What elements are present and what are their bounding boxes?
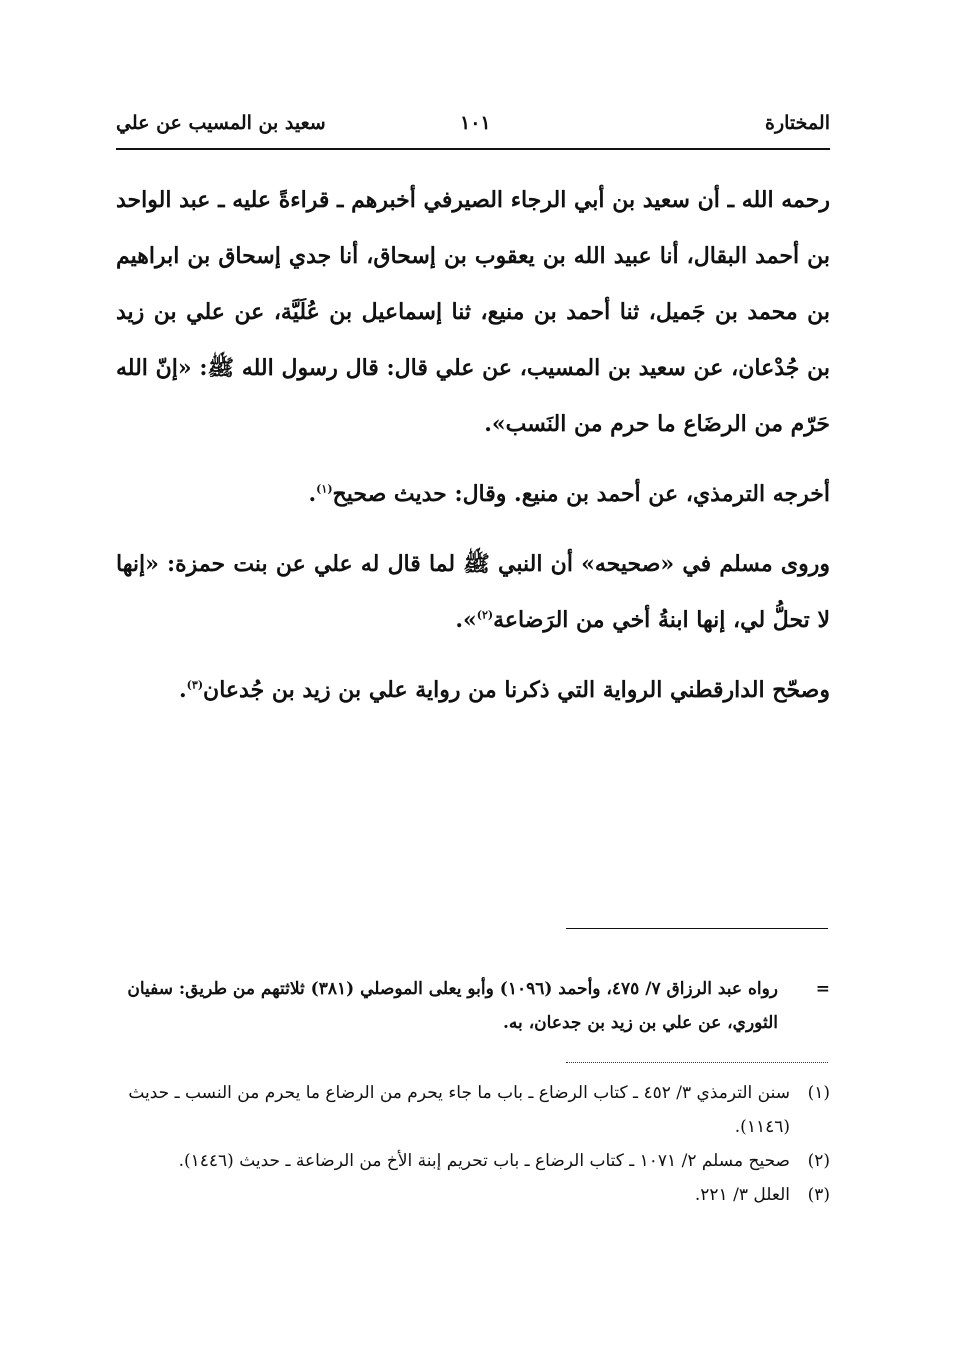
paragraph-isnad: رحمه الله ـ أن سعيد بن أبي الرجاء الصيرفي أخبرهم ـ قراءةً عليه ـ عبد الواحد بن أحمد البقال، أنا عبيد الله بن يعقوب بن إسحاق، أنا جدي إسحاق بن ابراهيم بن محمد بن جَميل، ثنا أحمد بن منيع، ثنا إسماعيل بن عُلَيَّة، عن علي بن زيد بن جُدْعان، عن سعيد بن المسيب، عن علي قال: قال رسول الله ﷺ: «إنّ الله حَرّم من الرضَاع ما حرم من النَسب». xyxy=(116,187,830,437)
chapter-title: سعيد بن المسيب عن علي xyxy=(116,112,326,134)
paragraph-end: . xyxy=(179,677,187,703)
footnote-number: (٢) xyxy=(807,1151,830,1171)
paragraph-text: أخرجه الترمذي، عن أحمد بن منيع. وقال: حديث صحيح xyxy=(332,481,830,507)
footnote-item xyxy=(116,1178,830,1212)
footnote-ref: (٢) xyxy=(476,608,494,622)
continued-footnote-text: رواه عبد الرزاق ٧/ ٤٧٥، وأحمد (١٠٩٦) وأبو يعلى الموصلي (٣٨١) ثلاثتهم من طريق: سفيان الثوري، عن علي بن زيد بن جدعان، به. xyxy=(127,979,778,1033)
book-title: المختارة xyxy=(765,112,830,134)
footnote-separator xyxy=(566,928,828,929)
footnote-ref: (٣) xyxy=(186,678,204,692)
paragraph-daraqutni xyxy=(116,662,830,718)
paragraph-tirmidhi xyxy=(116,466,830,522)
footnote-ref: (١) xyxy=(316,482,333,496)
footnote-item xyxy=(116,1076,830,1144)
footnote-text: سنن الترمذي ٣/ ٤٥٢ ـ كتاب الرضاع ـ باب ما جاء يحرم من الرضاع ما يحرم من النسب ـ حديث (١١٤٦). xyxy=(128,1083,790,1137)
paragraph-text: وصحّح الدارقطني الرواية التي ذكرنا من رواية علي بن زيد بن جُدعان xyxy=(203,677,830,703)
footnote-number: (١) xyxy=(807,1083,830,1103)
continued-footnote xyxy=(116,972,830,1040)
dotted-separator xyxy=(566,1062,828,1063)
paragraph-muslim xyxy=(116,536,830,648)
footnote-text: صحيح مسلم ٢/ ١٠٧١ ـ كتاب الرضاع ـ باب تحريم إبنة الأخ من الرضاعة ـ حديث (١٤٤٦). xyxy=(178,1151,790,1171)
page-number: ١٠١ xyxy=(460,112,491,134)
footnote-number: (٣) xyxy=(807,1185,830,1205)
running-header xyxy=(116,108,830,150)
main-text xyxy=(116,172,830,718)
footnotes xyxy=(116,1076,830,1212)
footnote-text: العلل ٣/ ٢٢١. xyxy=(694,1185,790,1205)
paragraph-end: . xyxy=(308,481,317,507)
footnote-item xyxy=(116,1144,830,1178)
paragraph-text: وروى مسلم في «صحيحه» أن النبي ﷺ لما قال له علي عن بنت حمزة: «إنها لا تحلُّ لي، إنها ابنةُ أخي من الرَضاعة xyxy=(116,551,830,633)
continuation-marker: = xyxy=(815,979,830,999)
paragraph-end: ». xyxy=(455,607,477,633)
